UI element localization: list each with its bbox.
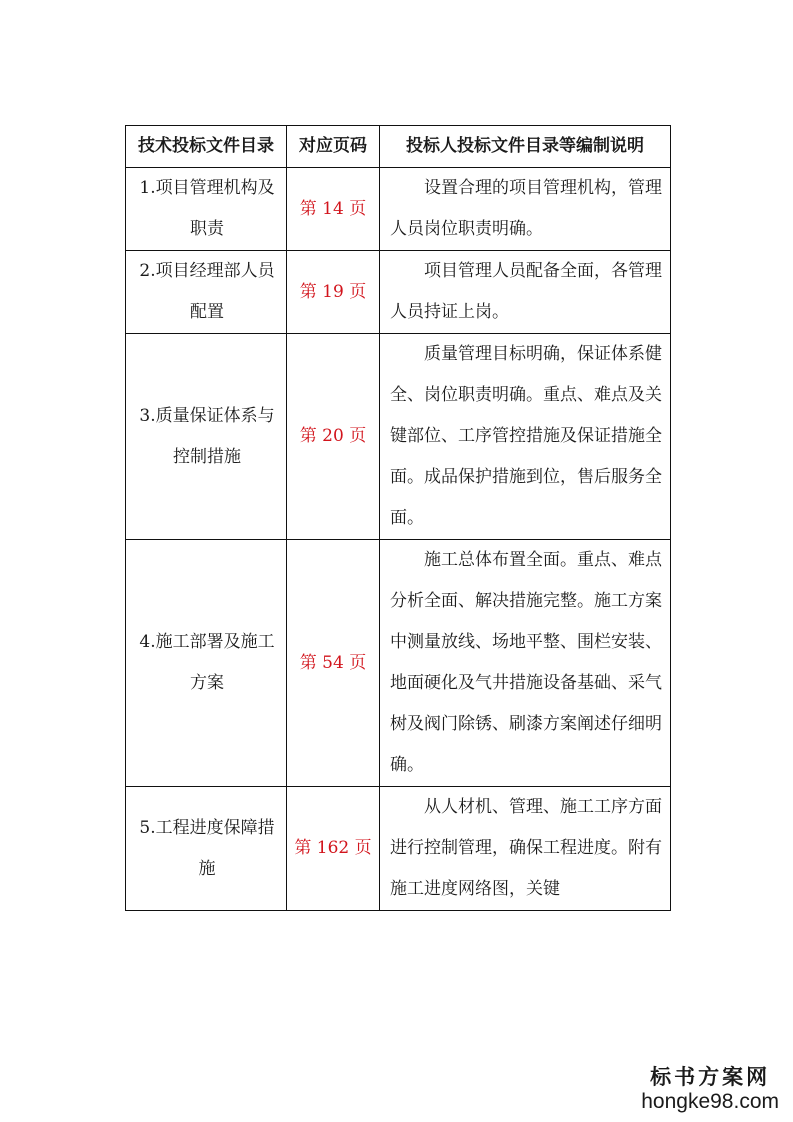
table-row — [126, 787, 671, 911]
row-page-ref: 第 19 页 — [287, 251, 380, 334]
header-directory: 技术投标文件目录 — [126, 126, 287, 168]
row-description: 施工总体布置全面。重点、难点分析全面、解决措施完整。施工方案中测量放线、场地平整、围栏安装、地面硬化及气井措施设备基础、采气树及阀门除锈、刷漆方案阐述仔细明确。 — [380, 540, 671, 787]
row-item: 4.施工部署及施工方案 — [126, 540, 287, 787]
header-description: 投标人投标文件目录等编制说明 — [380, 126, 671, 168]
row-item: 2.项目经理部人员配置 — [126, 251, 287, 334]
table-row — [126, 251, 671, 334]
watermark-url: hongke98.com — [641, 1090, 779, 1113]
row-description: 项目管理人员配备全面，各管理人员持证上岗。 — [380, 251, 671, 334]
row-page-ref: 第 54 页 — [287, 540, 380, 787]
row-description: 设置合理的项目管理机构，管理人员岗位职责明确。 — [380, 168, 671, 251]
watermark-logo — [641, 1064, 779, 1114]
table-row — [126, 168, 671, 251]
header-page: 对应页码 — [287, 126, 380, 168]
row-item: 5.工程进度保障措施 — [126, 787, 287, 911]
row-description: 质量管理目标明确，保证体系健全、岗位职责明确。重点、难点及关键部位、工序管控措施及保证措施全面。成品保护措施到位，售后服务全面。 — [380, 334, 671, 540]
table-row — [126, 334, 671, 540]
watermark-name: 标书方案网 — [650, 1064, 771, 1089]
toc-table — [125, 125, 671, 911]
row-page-ref: 第 20 页 — [287, 334, 380, 540]
table-row — [126, 540, 671, 787]
header-row — [126, 126, 671, 168]
row-item: 3.质量保证体系与控制措施 — [126, 334, 287, 540]
row-page-ref: 第 14 页 — [287, 168, 380, 251]
row-item: 1.项目管理机构及职责 — [126, 168, 287, 251]
row-page-ref: 第 162 页 — [287, 787, 380, 911]
row-description: 从人材机、管理、施工工序方面进行控制管理，确保工程进度。附有施工进度网络图，关键 — [380, 787, 671, 911]
